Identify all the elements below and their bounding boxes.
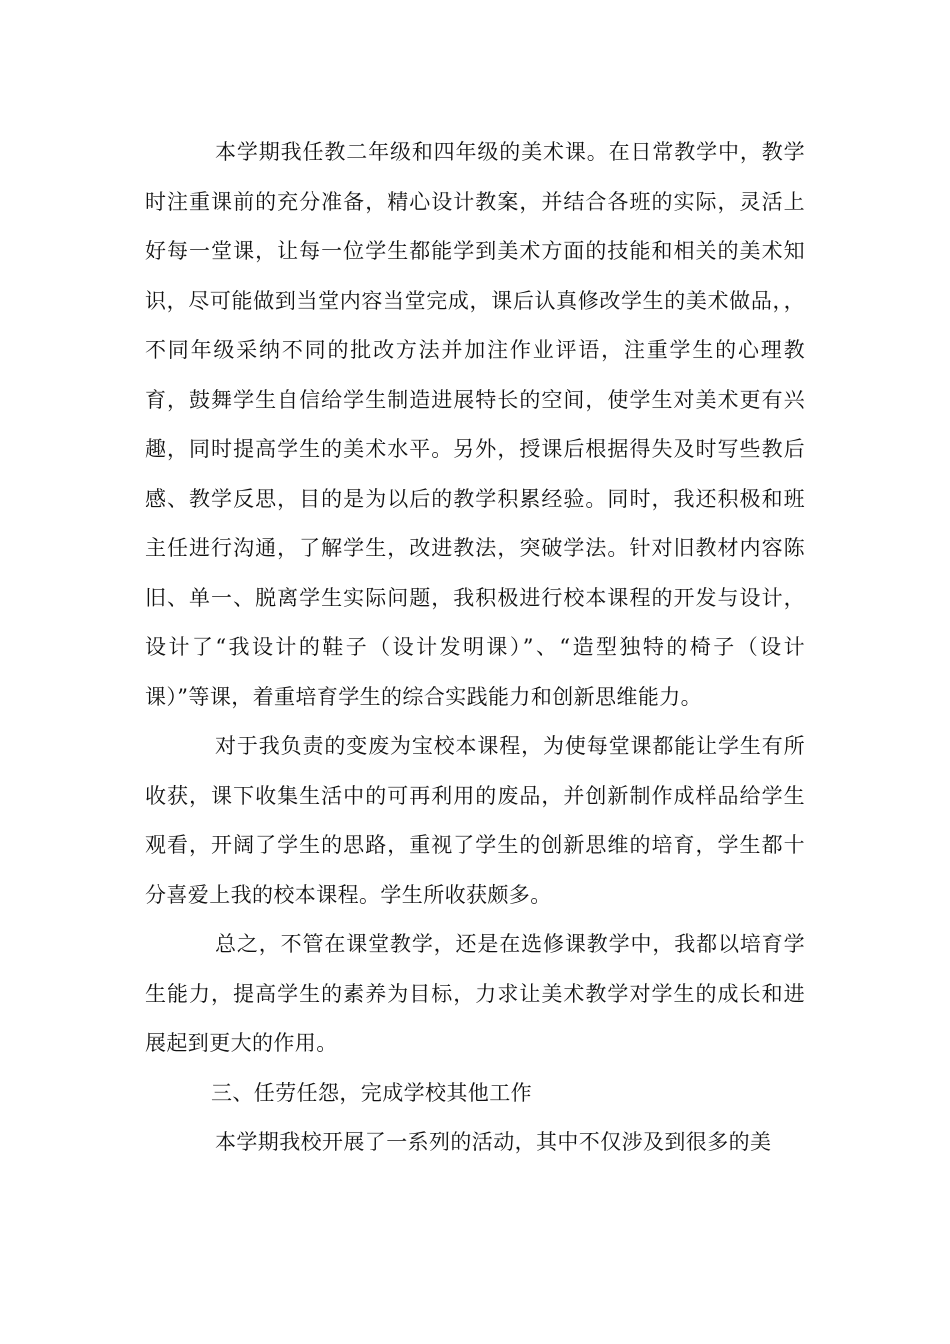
paragraph-school-course: 对于我负责的变废为宝校本课程，为使每堂课都能让学生有所收获，课下收集生活中的可再利用的废品，并创新制作成样品给学生观看，开阔了学生的思路，重视了学生的创新思维的培育，学生都十分喜爱上我的校本课程。学生所收获颇多。: [145, 734, 805, 907]
document-body: [145, 128, 805, 1168]
paragraph-activities: 本学期我校开展了一系列的活动，其中不仅涉及到很多的美: [215, 1130, 772, 1154]
paragraph-summary: 总之，不管在课堂教学，还是在选修课教学中，我都以培育学生能力，提高学生的素养为目标，力求让美术教学对学生的成长和进展起到更大的作用。: [145, 932, 805, 1055]
paragraph-teaching: 本学期我任教二年级和四年级的美术课。在日常教学中，教学时注重课前的充分准备，精心设计教案，并结合各班的实际，灵活上好每一堂课，让每一位学生都能学到美术方面的技能和相关的美术知识，尽可能做到当堂内容当堂完成，课后认真修改学生的美术做品，，不同年级采纳不同的批改方法并加注作业评语，注重学生的心理教育，鼓舞学生自信给学生制造进展特长的空间，使学生对美术更有兴趣，同时提高学生的美术水平。另外，授课后根据得失及时写些教后感、教学反思，目的是为以后的教学积累经验。同时，我还积极和班主任进行沟通，了解学生，改进教法，突破学法。针对旧教材内容陈旧、单一、脱离学生实际问题，我积极进行校本课程的开发与设计，设计了“我设计的鞋子（设计发明课）”、“造型独特的椅子（设计课）”等课，着重培育学生的综合实践能力和创新思维能力。: [145, 140, 805, 709]
section-heading: 三、任劳任怨，完成学校其他工作: [211, 1080, 532, 1105]
